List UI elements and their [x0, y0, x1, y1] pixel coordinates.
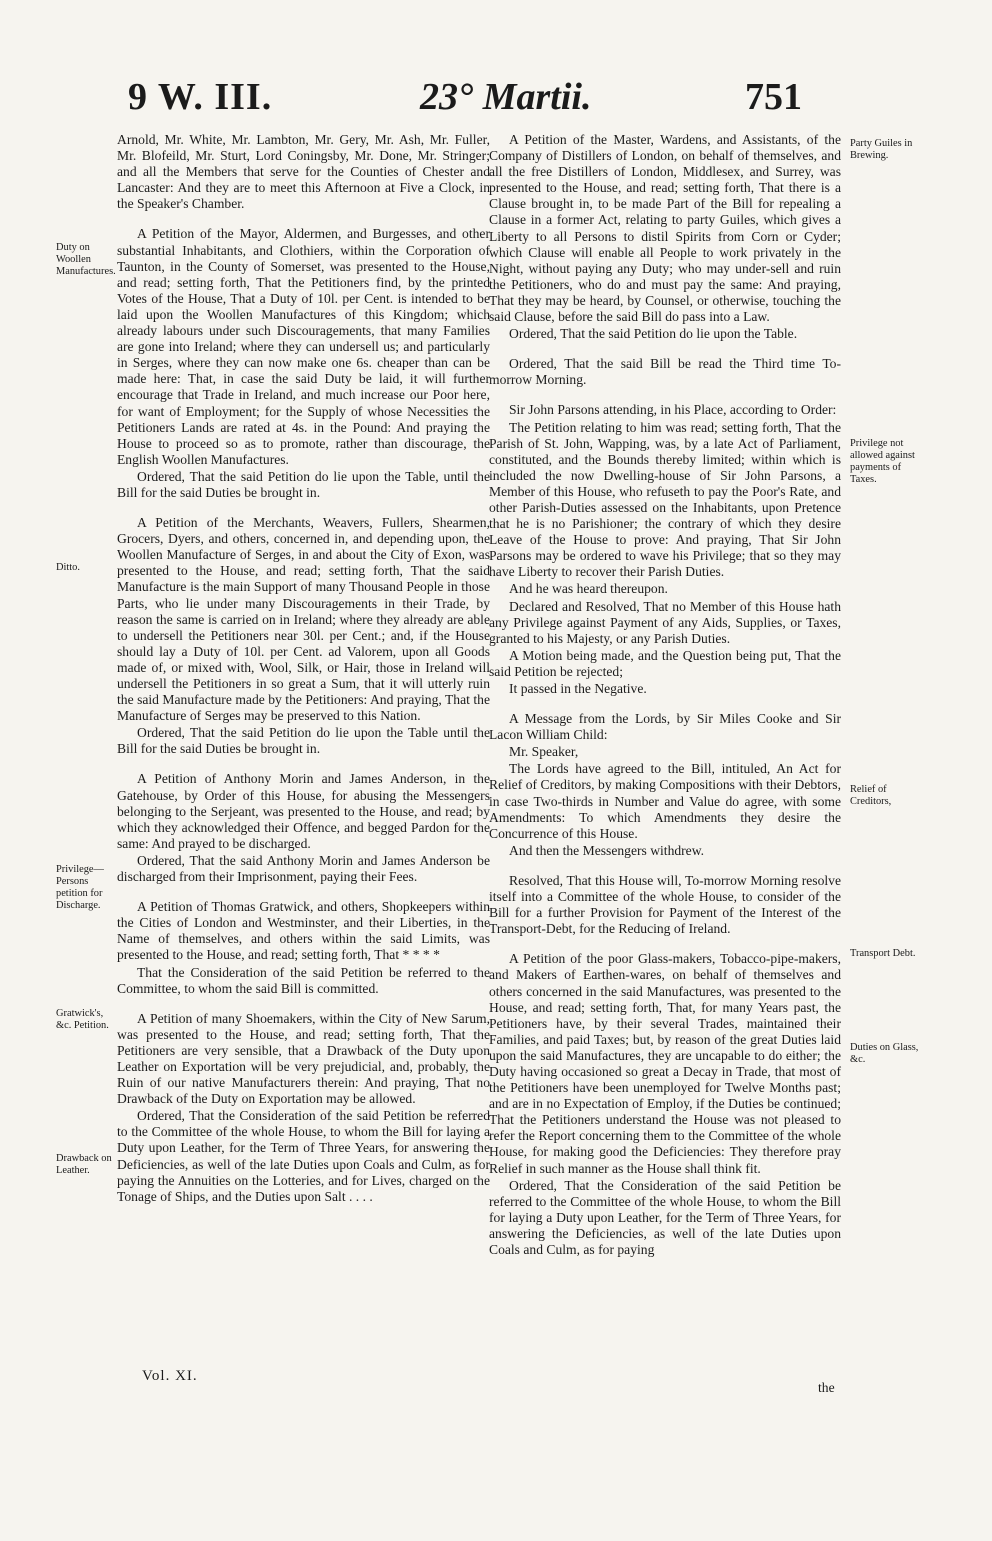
paragraph: Ordered, That the said Anthony Morin and James Anderson be discharged from their Imprisonment, paying their Fees.	[117, 852, 490, 885]
paragraph: A Petition of the Master, Wardens, and Assistants, of the Company of Distillers of London, on behalf of themselves, and all the free Distillers of London, Middlesex, and Surrey, was presented to the House, and read; setting forth, That there is a Clause brought in, to be made Part of the Bill for repealing a Clause in a former Act, relating to party Guiles, which gives a Liberty to all Persons to distil Spirits from Corn or Cyder; which Clause will enable all People to work privately in the Night, without paying any Duty; who may under-sell and ruin the Petitioners, who do and must pay the same: And praying, That they may be heard, by Counsel, or otherwise, touching the said Clause, before the said Bill do pass into a Law.	[489, 132, 841, 325]
paragraph: And then the Messengers withdrew.	[509, 842, 705, 858]
paragraph: And he was heard thereupon.	[509, 581, 668, 597]
session-heading: 9 W. III.	[128, 76, 273, 118]
paragraph: A Petition of the Mayor, Aldermen, and Burgesses, and other substantial Inhabitants, and Clothiers, within the Corporation of Taunton, in the County of Somerset, was presented to the House, and read; setting forth, That the Petitioners find, by the printed Votes of the House, That a Duty of 10l. per Cent. is intended to be laid upon the Woollen Manufactures of this Kingdom; which already labours under such Discouragements, that many Families are gone into Ireland; where they can undersell us; and particularly in Serges, where they can now make one 6s. cheaper than can be made here: That, in case the said Duty be laid, it will further encourage that Trade in Ireland, and much increase our Poor here, for want of Employment; for the Supply of whose Necessities the Petitioners Lands are rated at 4s. in the Pound: And praying the House to proceed so as to promote, rather than discourage, the English Woollen Manufactures.	[117, 226, 490, 467]
sidenote-gratwick: Gratwick's, &c. Petition.	[56, 1008, 109, 1031]
sidenote-woollen: Duty on Woollen Manufactures.	[56, 242, 116, 277]
sidenote-privilege: Privilege—Persons petition for Discharge.	[56, 864, 104, 911]
paragraph: Ordered, That the Consideration of the said Petition be referred to the Committee of the whole House, to whom the Bill for laying a Duty upon Leather, for the Term of Three Years, for answering the Deficiencies, as well of the late Duties upon Coals and Culm, as for paying	[489, 1177, 841, 1257]
paragraph: Declared and Resolved, That no Member of this House hath any Privilege against Payment of any Aids, Supplies, or Taxes, granted to his Majesty, or any Parish Duties.	[489, 598, 841, 646]
date-heading: 23° Martii.	[420, 76, 592, 118]
paragraph: Resolved, That this House will, To-morrow Morning resolve itself into a Committee of the whole House, to consider of the Bill for a further Provision for Payment of the Interest of the Transport-Debt, for the Reducing of Ireland.	[489, 872, 841, 937]
volume-label: Vol. XI.	[142, 1368, 198, 1384]
sidenote-drawback: Drawback on Leather.	[56, 1153, 112, 1176]
paragraph: A Petition of Thomas Gratwick, and others, Shopkeepers within the Cities of London and Westminster, and their Liberties, in the Name of themselves, and others within the said Limits, was presented to the House, and read; setting forth, That * * * *	[117, 899, 490, 963]
sidenote-creditors: Relief of Creditors,	[850, 784, 892, 807]
paragraph: Mr. Speaker,	[509, 744, 579, 760]
paragraph: Arnold, Mr. White, Mr. Lambton, Mr. Gery, Mr. Ash, Mr. Fuller, Mr. Blofeild, Mr. Sturt, Lord Coningsby, Mr. Done, Mr. Stringer; and all the Members that serve for the Counties of Chester and Lancaster: And they are to meet this Afternoon at Five a Clock, in the Speaker's Chamber.	[117, 132, 490, 212]
paragraph: Ordered, That the said Petition do lie upon the Table.	[509, 326, 798, 342]
left-column	[117, 132, 490, 1206]
paragraph: It passed in the Negative.	[509, 681, 647, 696]
paragraph: A Petition of Anthony Morin and James Anderson, in the Gatehouse, by Order of this House, for abusing the Messengers belonging to the Serjeant, was presented to the House, and read; by which they acknowledged their Offence, and begged Pardon for the same: And prayed to be discharged.	[117, 771, 490, 851]
paragraph: A Petition of the poor Glass-makers, Tobacco-pipe-makers, and Makers of Earthen-wares, on behalf of themselves and others concerned in the said Manufactures, was presented to the House, and read; setting forth, That, for many Years past, the Petitioners have, by their several Trades, maintained their Families, and paid Taxes; but, by reason of the great Duties laid upon the said Manufactures, they are uncapable to do either; the Duty having occasioned so great a Decay in Trade, that most of the Petitioners have been unemployed for Twelve Months past; and are in no Expectation of Employ, if the Duties be continued; That the Petitioners understand the House was not pleased to refer the Report concerning them to the Committee of the whole House, for making good the Deficiencies: They therefore pray Relief in such manner as the House shall think fit.	[489, 951, 841, 1176]
paragraph: Ordered, That the said Bill be read the Third time To-morrow Morning.	[489, 356, 841, 388]
paragraph: The Petition relating to him was read; setting forth, That the Parish of St. John, Wapping, was, by a late Act of Parliament, constituted, and the Bounds thereby limited; within which is included the now Dwelling-house of Sir John Parsons, a Member of this House, who refuseth to pay the Poor's Rate, and other Parish-Duties assessed on the Inhabitants, upon Pretence that he is no Parishioner; the contrary of which they desire Leave of the House to prove: And praying, That Sir John Parsons may be ordered to wave his Privilege; that so they may have Liberty to recover their Parish Duties.	[489, 419, 841, 580]
sidenote-privilege-taxes: Privilege not allowed against payments of Taxes.	[850, 438, 915, 485]
sidenote-transport: Transport Debt.	[850, 948, 916, 959]
sidenote-glass: Duties on Glass, &c.	[850, 1042, 919, 1065]
paragraph: Ordered, That the said Petition do lie upon the Table until the Bill for the said Duties be brought in.	[117, 725, 490, 757]
paragraph: A Petition of many Shoemakers, within the City of New Sarum, was presented to the House, and read; setting forth, That the Petitioners are very sensible, that a Drawback of the Duty upon Leather on Exportation will be very prejudicial, and, probably, the Ruin of our native Manufacturers therein: And praying, That no Drawback of the Duty on Exportation may be allowed.	[117, 1010, 490, 1107]
paragraph: Sir John Parsons attending, in his Place, according to Order:	[509, 402, 837, 418]
paragraph: A Motion being made, and the Question being put, That the said Petition be rejected;	[489, 647, 841, 679]
catchword: the	[818, 1380, 835, 1395]
paragraph: That the Consideration of the said Petition be referred to the Committee, to whom the said Bill is committed.	[117, 964, 490, 996]
paragraph: Ordered, That the Consideration of the said Petition be referred to the Committee of the whole House, to whom the Bill for laying a Duty upon Leather, for the Term of Three Years, for answering the Deficiencies, as well of the late Duties upon Coals and Culm, as for paying the Annuities on the Lotteries, and for Lives, charged on the Tonage of Ships, and the Duties upon Salt . . . .	[117, 1108, 490, 1204]
paragraph: A Petition of the Merchants, Weavers, Fullers, Shearmen, Grocers, Dyers, and others, concerned in, and depending upon, the Woollen Manufacture of Serges, in and about the City of Exon, was presented to the House, and read; setting forth, That the said Manufacture is the main Support of many Thousand People in those Parts, who lie under many Discouragements in their Trade, by reason the same is carried on in Ireland; where they already are able to undersell the Petitioners near 30l. per Cent.; and, if the House should lay a Duty of 10l. per Cent. ad Valorem, upon all Goods made of, or mixed with, Wool, Silk, or Hair, those in Ireland will undersell the Petitioners in so great a Sum, that it will utterly ruin the said Manufacture made by the Petitioners: And praying, That the Manufacture of Serges may be preserved to this Nation.	[117, 515, 490, 724]
sidenote-party-guiles: Party Guiles in Brewing.	[850, 138, 913, 161]
paragraph: The Lords have agreed to the Bill, intituled, An Act for Relief of Creditors, by making Compositions with their Debtors, in case Two-thirds in Number and Value do agree, with some Amendments: To which Amendments they desire the Concurrence of this House.	[489, 761, 841, 841]
right-column	[489, 132, 841, 1259]
sidenote-ditto: Ditto.	[56, 562, 80, 573]
page-number: 751	[745, 76, 802, 118]
paragraph: Ordered, That the said Petition do lie upon the Table, until the Bill for the said Duties be brought in.	[117, 468, 490, 500]
paragraph: A Message from the Lords, by Sir Miles Cooke and Sir Lacon William Child:	[489, 711, 841, 743]
